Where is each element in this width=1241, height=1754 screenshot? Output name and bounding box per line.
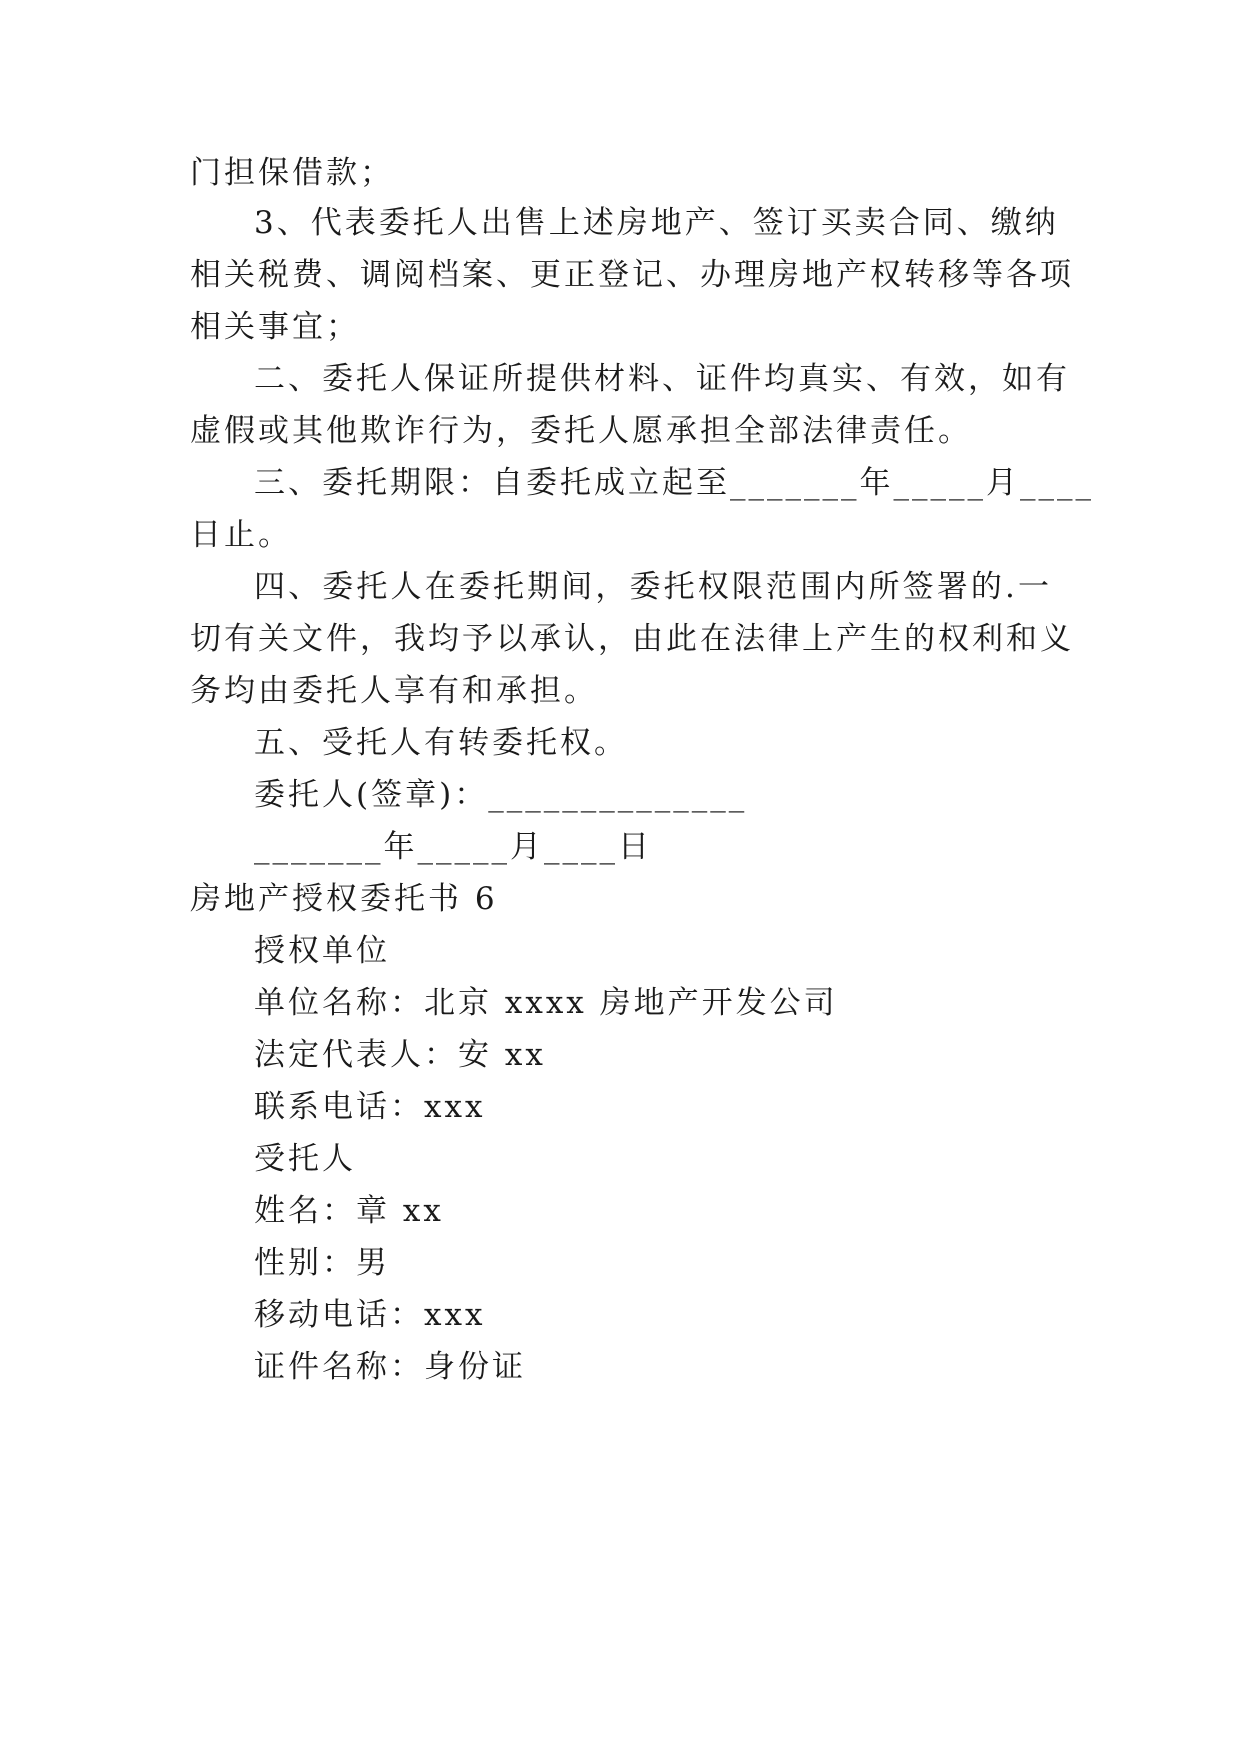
paragraph-line: 切有关文件，我均予以承认，由此在法律上产生的权利和义 — [190, 621, 1074, 657]
field-line: 受托人 — [254, 1141, 356, 1177]
paragraph-line: 虚假或其他欺诈行为，委托人愿承担全部法律责任。 — [190, 413, 972, 449]
paragraph-line: 五、受托人有转委托权。 — [254, 725, 628, 761]
field-line: 授权单位 — [254, 933, 390, 969]
date-line: _______年_____月____日 — [254, 829, 652, 865]
field-line: 法定代表人：安 xx — [254, 1037, 546, 1073]
field-line: 姓名：章 xx — [254, 1193, 444, 1229]
paragraph-line: 务均由委托人享有和承担。 — [190, 673, 598, 709]
paragraph-line: 3、代表委托人出售上述房地产、签订买卖合同、缴纳 — [254, 205, 1059, 241]
paragraph-line: 门担保借款； — [190, 155, 394, 191]
paragraph-line: 日止。 — [190, 517, 292, 553]
section-title: 房地产授权委托书 6 — [190, 881, 498, 917]
field-line: 证件名称：身份证 — [254, 1349, 526, 1385]
paragraph-line: 相关事宜； — [190, 309, 360, 345]
paragraph-line: 四、委托人在委托期间，委托权限范围内所签署的.一 — [254, 569, 1052, 605]
field-line: 单位名称：北京 xxxx 房地产开发公司 — [254, 985, 838, 1021]
paragraph-line: 相关税费、调阅档案、更正登记、办理房地产权转移等各项 — [190, 257, 1074, 293]
paragraph-line: 三、委托期限：自委托成立起至_______年_____月____ — [254, 465, 1094, 501]
paragraph-line: 二、委托人保证所提供材料、证件均真实、有效，如有 — [254, 361, 1070, 397]
field-line: 性别：男 — [254, 1245, 390, 1281]
field-line: 移动电话：xxx — [254, 1297, 486, 1333]
field-line: 联系电话：xxx — [254, 1089, 486, 1125]
signature-line: 委托人(签章)：______________ — [254, 777, 748, 813]
